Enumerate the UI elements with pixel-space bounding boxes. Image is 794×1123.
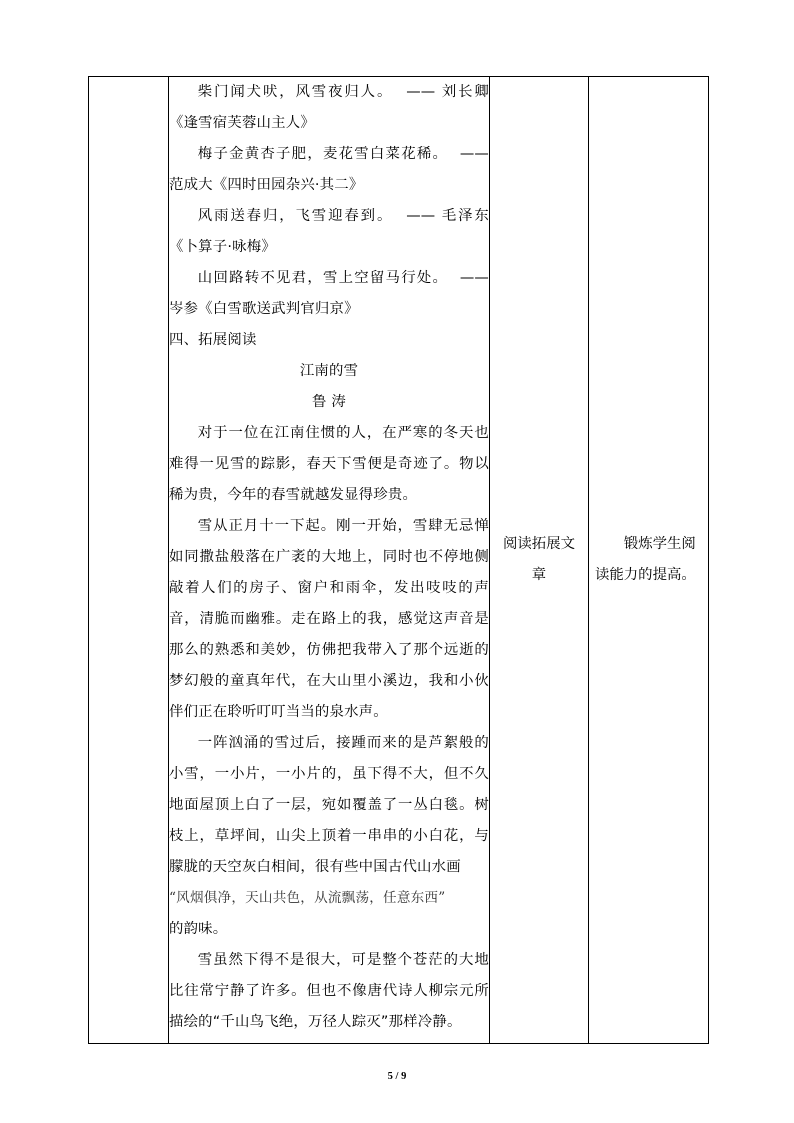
poem-source: —— 范成大《四时田园杂兴·其二》	[169, 146, 489, 193]
poem-quote-1	[169, 77, 489, 139]
poem-line: 风雨送春归，飞雪迎春到。	[197, 208, 394, 224]
poem-line: 梅子金黄杏子肥，麦花雪白菜花稀。	[197, 146, 449, 162]
blank-column-cell	[89, 77, 169, 1044]
article-title: 江南的雪	[299, 363, 359, 379]
table-row	[89, 77, 709, 1044]
purpose-text: 锻炼学生阅读能力的提高。	[595, 536, 696, 583]
article-paragraph-3	[169, 728, 489, 945]
lesson-plan-table	[88, 76, 709, 1044]
paragraph-end: 的韵味。	[169, 921, 228, 937]
activity-text: 阅读拓展文章	[503, 536, 575, 583]
article-paragraph-4: 雪虽然下得不是很大，可是整个苍茫的大地比往常宁静了许多。但也不像唐代诗人柳宗元所描绘的“千山鸟飞绝，万径人踪灭”那样冷静。	[169, 952, 489, 1030]
page-number: 5 / 9	[387, 1071, 407, 1082]
poem-source: —— 岑参《白雪歌送武判官归京》	[169, 270, 489, 317]
poem-quote-3	[169, 201, 489, 263]
painting-quote: “风烟俱净，天山共色，从流飘荡，任意东西”	[169, 890, 446, 906]
paragraph-text: 一阵汹涌的雪过后，接踵而来的是芦絮般的小雪，一小片，一小片的，虽下得不大，但不久地面屋顶上白了一层，宛如覆盖了一丛白毯。树枝上，草坪间，山尖上顶着一串串的小白花，与朦胧的天空灰白相间，很有些中国古代山水画	[169, 735, 489, 875]
section-heading: 四、拓展阅读	[169, 332, 257, 348]
article-paragraph-1: 对于一位在江南住惯的人，在严寒的冬天也难得一见雪的踪影，春天下雪便是奇迹了。物以稀为贵，今年的春雪就越发显得珍贵。	[169, 425, 489, 503]
poem-line: 柴门闻犬吠，风雪夜归人。	[197, 84, 394, 100]
poem-source: —— 毛泽东《卜算子·咏梅》	[169, 208, 489, 255]
article-author: 鲁 涛	[312, 394, 346, 410]
teaching-content-cell	[169, 77, 490, 1044]
poem-quote-4	[169, 263, 489, 325]
poem-line: 山回路转不见君，雪上空留马行处。	[197, 270, 449, 286]
article-paragraph-2: 雪从正月十一下起。刚一开始，雪肆无忌惮如同撒盐般落在广袤的大地上，同时也不停地侧敲着人们的房子、窗户和雨伞，发出吱吱的声音，清脆而幽雅。走在路上的我，感觉这声音是那么的熟悉和美妙，仿佛把我带入了那个远逝的梦幻般的童真年代，在大山里小溪边，我和小伙伴们正在聆听叮叮当当的泉水声。	[169, 518, 489, 720]
poem-source: —— 刘长卿《逢雪宿芙蓉山主人》	[169, 84, 489, 131]
student-activity-cell	[490, 77, 589, 1044]
design-purpose-cell	[589, 77, 709, 1044]
poem-quote-2	[169, 139, 489, 201]
